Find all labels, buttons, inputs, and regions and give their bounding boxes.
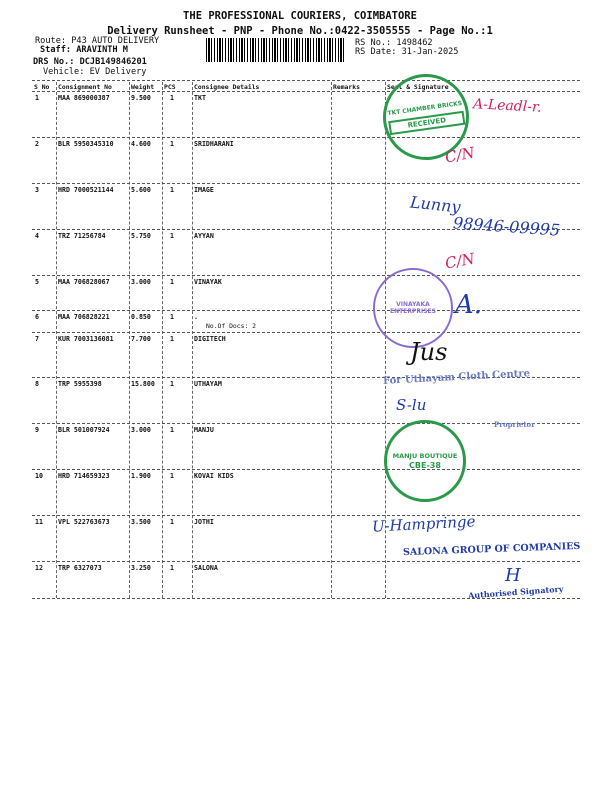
row-consignment: BLR 5950345310 (58, 140, 114, 148)
row-consignment: HRD 714659323 (58, 472, 110, 480)
salona-authorised-signatory: Authorised Signatory (467, 583, 564, 601)
row-weight: 3.000 (131, 278, 151, 286)
row-pcs: 1 (170, 140, 174, 148)
table-top-line (32, 80, 580, 81)
row-sno: 11 (35, 518, 43, 526)
row-pcs: 1 (170, 335, 174, 343)
row-consignment: VPL 522763673 (58, 518, 110, 526)
row-separator (32, 469, 580, 470)
salona-company-line: SALONA GROUP OF COMPANIES (402, 540, 581, 559)
row-pcs: 1 (170, 426, 174, 434)
row-consignee: IMAGE (194, 186, 214, 194)
row-separator (32, 561, 580, 562)
row-consignment: MAA 706828221 (58, 313, 110, 321)
col-divider (129, 82, 130, 598)
row-weight: 1.900 (131, 472, 151, 480)
row-weight: 3.500 (131, 518, 151, 526)
row-pcs: 1 (170, 278, 174, 286)
staff: Staff: ARAVINTH M (40, 45, 128, 55)
col-sno: S No (34, 83, 50, 91)
row-pcs: 1 (170, 564, 174, 572)
row-separator (32, 275, 580, 276)
row-consignment: TRP 5955398 (58, 380, 102, 388)
row-sno: 8 (35, 380, 39, 388)
barcode (206, 38, 346, 62)
row-consignee: SRIDHARANI (194, 140, 234, 148)
row-consignment: TRZ 71256784 (58, 232, 106, 240)
row-separator (32, 137, 580, 138)
row6-signature: A. (455, 290, 483, 320)
row-sno: 6 (35, 313, 39, 321)
col-divider (56, 82, 57, 598)
row-weight: 3.250 (131, 564, 151, 572)
salona-signature: H (505, 565, 521, 586)
row-pcs: 1 (170, 94, 174, 102)
row-consignment: BLR 501007924 (58, 426, 110, 434)
header-bottom-line (32, 91, 580, 92)
stamp-chamber-outer: TKT CHAMBER BRICKS (387, 99, 463, 117)
manju-boutique-stamp (384, 420, 466, 502)
row-consignment: MAA 869000387 (58, 94, 110, 102)
vehicle: Vehicle: EV Delivery (43, 67, 147, 77)
row-consignee: MANJU (194, 426, 214, 434)
row-consignment: MAA 706828067 (58, 278, 110, 286)
stamp-manju-sub: CBE-38 (409, 461, 441, 470)
rs-number: RS No.: 1498462 (355, 38, 433, 48)
row-weight: 9.500 (131, 94, 151, 102)
row-pcs: 1 (170, 313, 174, 321)
row-sno: 1 (35, 94, 39, 102)
uthayam-signature: Jus (410, 338, 448, 366)
row-weight: 7.700 (131, 335, 151, 343)
company-name: THE PROFESSIONAL COURIERS, COIMBATORE (183, 10, 417, 22)
row-separator (32, 515, 580, 516)
row-consignee: AYYAN (194, 232, 214, 240)
row-separator (32, 310, 580, 311)
col-seal-signature: Seal & Signature (387, 83, 449, 91)
row-consignee: . (194, 313, 198, 321)
row8-second-signature: S-lu (396, 396, 427, 414)
runsheet-title: Delivery Runsheet - PNP - Phone No.:0422-3505555 - Page No.:1 (107, 25, 493, 37)
col-divider (331, 82, 332, 598)
col-weight: Weight (131, 83, 155, 91)
row-pcs: 1 (170, 518, 174, 526)
row-sno: 3 (35, 186, 39, 194)
row-consignment: KUR 7003136081 (58, 335, 114, 343)
cn-mark-1: C/N (443, 143, 476, 167)
row-consignee: DIGITECH (194, 335, 226, 343)
row-weight: 5.600 (131, 186, 151, 194)
row-separator (32, 183, 580, 184)
jothi-signature: U-Hampringe (371, 512, 476, 536)
row-consignment: TRP 6327073 (58, 564, 102, 572)
cn-mark-2: C/N (443, 249, 476, 273)
row-weight: 15.800 (131, 380, 155, 388)
rs-date: RS Date: 31-Jan-2025 (355, 47, 459, 57)
row-weight: 4.600 (131, 140, 151, 148)
row-sno: 10 (35, 472, 43, 480)
row-pcs: 1 (170, 186, 174, 194)
row-consignee: JOTHI (194, 518, 214, 526)
row-sno: 7 (35, 335, 39, 343)
stamp-manju-text: MANJU BOUTIQUE (392, 452, 458, 460)
col-divider (192, 82, 193, 598)
row-separator (32, 332, 580, 333)
row-weight: 3.000 (131, 426, 151, 434)
col-consignment: Consignment No (58, 83, 112, 91)
image-phone: 98946-09995 (452, 213, 561, 240)
row-sno: 9 (35, 426, 39, 434)
row-consignee: TKT (194, 94, 206, 102)
col-remarks: Remarks (333, 83, 360, 91)
stamp-vinayaka-text: VINAYAKA ENTERPRISES (390, 301, 436, 315)
row-consignment: HRD 7000521144 (58, 186, 114, 194)
uthayam-line: For Uthayam Cloth Centre (382, 368, 531, 387)
row-consignee: VINAYAK (194, 278, 222, 286)
uthayam-proprietor: Proprietor (494, 420, 535, 429)
col-divider (162, 82, 163, 598)
col-pcs: PCS (164, 83, 176, 91)
row-weight: 5.750 (131, 232, 151, 240)
row-weight: 0.850 (131, 313, 151, 321)
col-consignee: Consignee Details (194, 83, 260, 91)
vinayaka-stamp (373, 268, 453, 348)
row-consignee: UTHAYAM (194, 380, 222, 388)
row-pcs: 1 (170, 380, 174, 388)
row-sno: 12 (35, 564, 43, 572)
row-pcs: 1 (170, 472, 174, 480)
stamp-received: RECEIVED (389, 110, 465, 134)
row-consignee: KOVAI KIDS (194, 472, 234, 480)
row-pcs: 1 (170, 232, 174, 240)
route: Route: P43 AUTO DELIVERY (35, 36, 160, 46)
row-sno: 4 (35, 232, 39, 240)
row-sno: 2 (35, 140, 39, 148)
drs-number: DRS No.: DCJB149846201 (33, 57, 147, 67)
row-consignee: SALONA (194, 564, 218, 572)
image-signature: Lunny (409, 192, 462, 217)
docs-note: No.Of Docs: 2 (206, 322, 257, 330)
tkt-signature: A-Leadl-r. (472, 96, 542, 116)
row-sno: 5 (35, 278, 39, 286)
